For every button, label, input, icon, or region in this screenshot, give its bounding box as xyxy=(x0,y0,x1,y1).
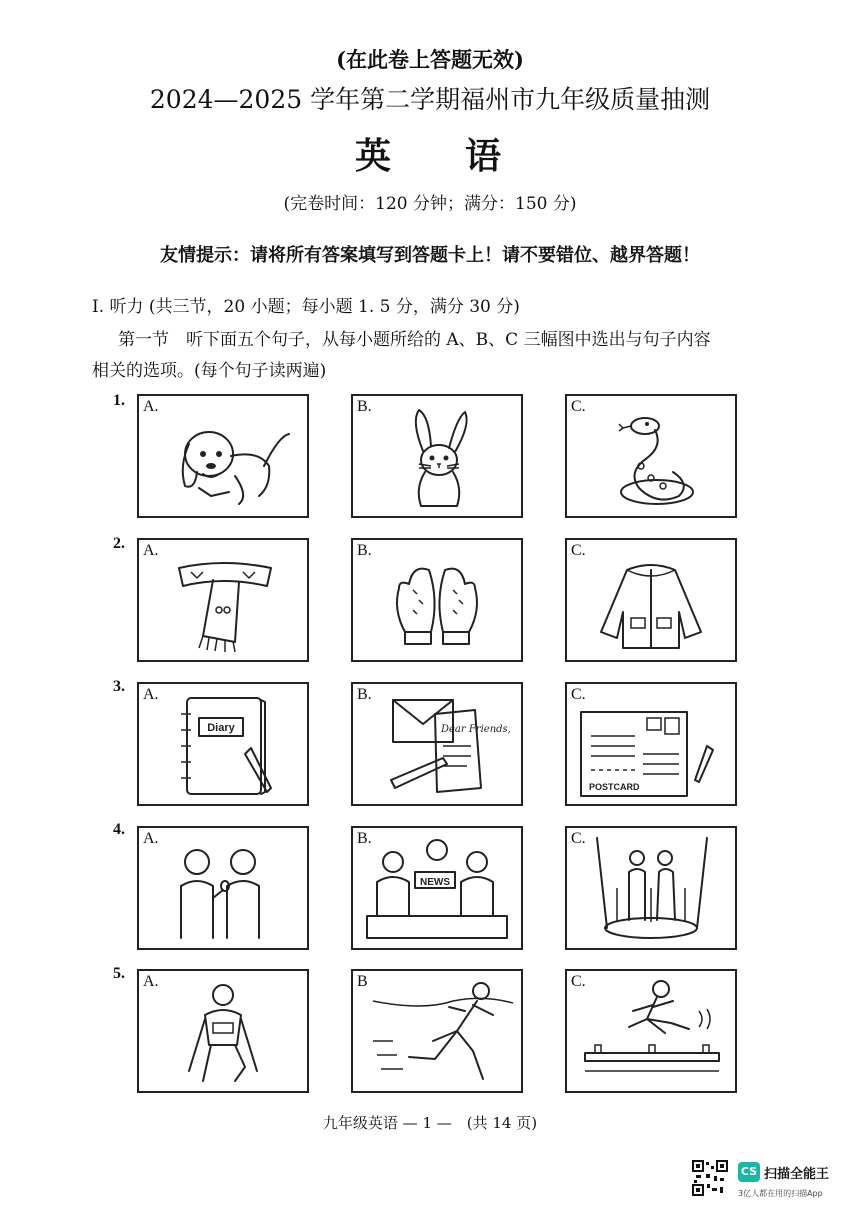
option-label: B. xyxy=(357,398,372,415)
option-label: A. xyxy=(143,542,159,559)
option-box[interactable] xyxy=(565,538,737,662)
option-box[interactable] xyxy=(565,969,737,1093)
option-box[interactable] xyxy=(351,969,523,1093)
option-label: A. xyxy=(143,973,159,990)
letter-icon xyxy=(353,684,521,804)
mittens-icon xyxy=(353,540,521,660)
option-box[interactable] xyxy=(351,538,523,662)
sprinter-start-icon xyxy=(139,971,307,1091)
scanner-tagline: 3亿人都在用的扫描App xyxy=(738,1189,823,1198)
subject-title xyxy=(0,128,860,179)
scarf-icon xyxy=(139,540,307,660)
option-label: C. xyxy=(571,686,586,703)
long-jump-icon xyxy=(567,971,735,1091)
exam-notice: (在此卷上答题无效) xyxy=(336,47,524,72)
option-label: A. xyxy=(143,398,159,415)
page-footer: 九年级英语 — 1 — (共 14 页) xyxy=(322,1114,538,1132)
option-box[interactable] xyxy=(137,826,309,950)
option-label: C. xyxy=(571,973,586,990)
option-box[interactable] xyxy=(137,682,309,806)
friendly-tips: 友情提示：请将所有答案填写到答题卡上！请不要错位、越界答题！ xyxy=(160,245,700,266)
snake-icon xyxy=(567,396,735,516)
postcard-label: POSTCARD xyxy=(589,782,640,792)
option-box[interactable] xyxy=(565,394,737,518)
option-box[interactable] xyxy=(137,969,309,1093)
stage-icon xyxy=(567,828,735,948)
diary-icon xyxy=(139,684,307,804)
question-number: 2. xyxy=(113,535,125,552)
dog-icon xyxy=(139,396,307,516)
jacket-icon xyxy=(567,540,735,660)
instruction-line-2: 相关的选项。(每个句子读两遍) xyxy=(92,361,327,381)
option-label: B xyxy=(357,973,368,990)
option-box[interactable] xyxy=(137,394,309,518)
news-desk-icon xyxy=(353,828,521,948)
subject-char-2: 语 xyxy=(465,135,506,177)
rabbit-icon xyxy=(353,396,521,516)
exam-title: 2024—2025 学年第二学期福州市九年级质量抽测 xyxy=(149,85,711,114)
option-label: B. xyxy=(357,542,372,559)
option-label: B. xyxy=(357,686,372,703)
section-heading: I. 听力 (共三节，20 小题；每小题 1. 5 分，满分 30 分) xyxy=(92,297,520,317)
option-box[interactable] xyxy=(565,682,737,806)
option-box[interactable] xyxy=(351,826,523,950)
question-number: 3. xyxy=(113,678,125,695)
exam-duration: (完卷时间：120 分钟；满分：150 分) xyxy=(283,194,577,214)
option-box[interactable] xyxy=(137,538,309,662)
postcard-icon xyxy=(567,684,735,804)
scanner-app-name: 扫描全能王 xyxy=(764,1167,830,1182)
option-label: A. xyxy=(143,830,159,847)
question-number: 4. xyxy=(113,821,125,838)
question-number: 5. xyxy=(113,965,125,982)
option-box[interactable] xyxy=(565,826,737,950)
option-label: C. xyxy=(571,542,586,559)
option-label: A. xyxy=(143,686,159,703)
option-box[interactable] xyxy=(351,394,523,518)
runner-finish-icon xyxy=(353,971,521,1091)
option-box[interactable] xyxy=(351,682,523,806)
question-number: 1. xyxy=(113,392,125,409)
option-label: C. xyxy=(571,830,586,847)
subject-char-1: 英 xyxy=(354,135,395,177)
diary-label: Diary xyxy=(207,722,235,734)
scanner-logo: CS xyxy=(738,1162,760,1182)
qr-code-icon xyxy=(692,1160,728,1196)
interview-icon xyxy=(139,828,307,948)
news-label: NEWS xyxy=(420,877,450,888)
letter-greeting: Dear Friends, xyxy=(441,724,511,735)
option-label: C. xyxy=(571,398,586,415)
option-label: B. xyxy=(357,830,372,847)
instruction-line-1: 第一节 听下面五个句子，从每小题所给的 A、B、C 三幅图中选出与句子内容 xyxy=(118,330,711,350)
